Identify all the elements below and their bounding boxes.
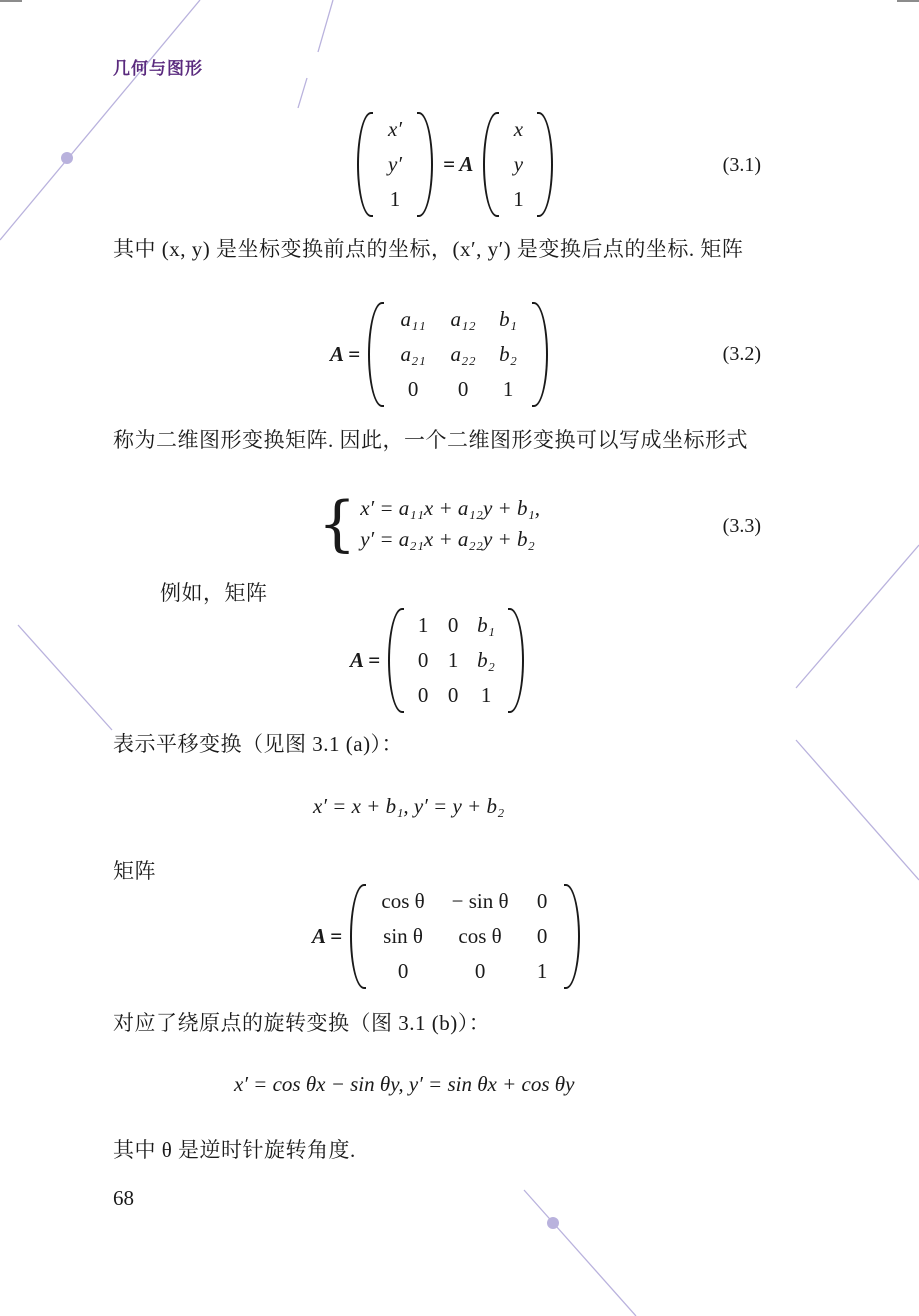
matrix-cell: sin θ xyxy=(383,924,423,948)
equation-number: (3.3) xyxy=(722,515,761,537)
equation-3-1 xyxy=(357,112,553,217)
paragraph: 对应了绕原点的旋转变换（图 3.1 (b)）： xyxy=(113,1011,491,1035)
paragraph: 例如，矩阵 xyxy=(160,581,268,605)
matrix-translation xyxy=(388,608,524,713)
vector-cell: 1 xyxy=(389,187,401,211)
matrix-cell: 0 xyxy=(447,613,459,637)
system-line: y′ = a₂₁x + a₂₂y + b₂ xyxy=(360,527,535,551)
chapter-header: 几何与图形 xyxy=(113,59,203,79)
system-line: x′ = a₁₁x + a₁₂y + b₁, xyxy=(360,496,541,520)
matrix-cell: 1 xyxy=(480,683,492,707)
equation-3-3 xyxy=(318,489,541,559)
vector-lhs xyxy=(357,112,433,217)
equation-3-2 xyxy=(330,302,548,407)
matrix-rotation xyxy=(350,884,580,989)
matrix-cell: − sin θ xyxy=(451,889,509,913)
rotation-matrix-eq xyxy=(312,884,580,989)
matrix-cell: 1 xyxy=(417,613,429,637)
matrix-cell: b₁ xyxy=(499,307,517,331)
matrix-cell: 1 xyxy=(502,377,514,401)
vector-cell: 1 xyxy=(513,187,524,211)
paragraph: 其中 θ 是逆时针旋转角度. xyxy=(113,1138,356,1162)
paragraph: 其中 (x, y) 是坐标变换前点的坐标，(x′, y′) 是变换后点的坐标. 矩阵 xyxy=(113,237,744,261)
matrix-cell: cos θ xyxy=(458,924,502,948)
brace: { xyxy=(318,489,357,559)
vector-cell: y xyxy=(513,152,524,176)
translation-equation: x′ = x + b₁, y′ = y + b₂ xyxy=(313,794,505,818)
matrix-cell: b₁ xyxy=(477,613,495,637)
matrix-cell: a₂₂ xyxy=(450,342,476,366)
matrix-cell: cos θ xyxy=(381,889,425,913)
page-number: 68 xyxy=(113,1186,134,1210)
matrix-label: A = xyxy=(330,342,361,366)
matrix-cell: 0 xyxy=(397,959,409,983)
matrix-cell: 0 xyxy=(536,924,548,948)
matrix-cell: 0 xyxy=(417,683,429,707)
equation-number: (3.1) xyxy=(722,154,761,176)
paragraph: 称为二维图形变换矩阵. 因此，一个二维图形变换可以写成坐标形式 xyxy=(113,428,748,452)
matrix-cell: 0 xyxy=(536,889,548,913)
matrix-cell: b₂ xyxy=(477,648,495,672)
matrix-cell: 0 xyxy=(474,959,486,983)
matrix-label: A = xyxy=(350,648,381,672)
matrix-cell: 1 xyxy=(536,959,548,983)
matrix-cell: a₂₁ xyxy=(400,342,426,366)
vector-rhs xyxy=(483,112,553,217)
matrix-cell: 0 xyxy=(457,377,469,401)
rotation-equation: x′ = cos θx − sin θy, y′ = sin θx + cos θy xyxy=(234,1072,575,1096)
matrix-cell: b₂ xyxy=(499,342,517,366)
vector-cell: x xyxy=(513,117,524,141)
matrix-cell: 0 xyxy=(417,648,429,672)
matrix-a xyxy=(368,302,548,407)
matrix-cell: 1 xyxy=(447,648,459,672)
equals-a: = A xyxy=(443,152,474,176)
vector-cell: y′ xyxy=(388,152,402,176)
vector-cell: x′ xyxy=(388,117,402,141)
matrix-cell: a₁₂ xyxy=(450,307,476,331)
paragraph: 矩阵 xyxy=(113,859,156,883)
paragraph: 表示平移变换（见图 3.1 (a)）： xyxy=(113,732,404,756)
equation-number: (3.2) xyxy=(722,343,761,365)
matrix-cell: 0 xyxy=(447,683,459,707)
matrix-cell: a₁₁ xyxy=(400,307,426,331)
translation-matrix-eq xyxy=(350,608,524,713)
matrix-label: A = xyxy=(312,924,343,948)
matrix-cell: 0 xyxy=(407,377,419,401)
